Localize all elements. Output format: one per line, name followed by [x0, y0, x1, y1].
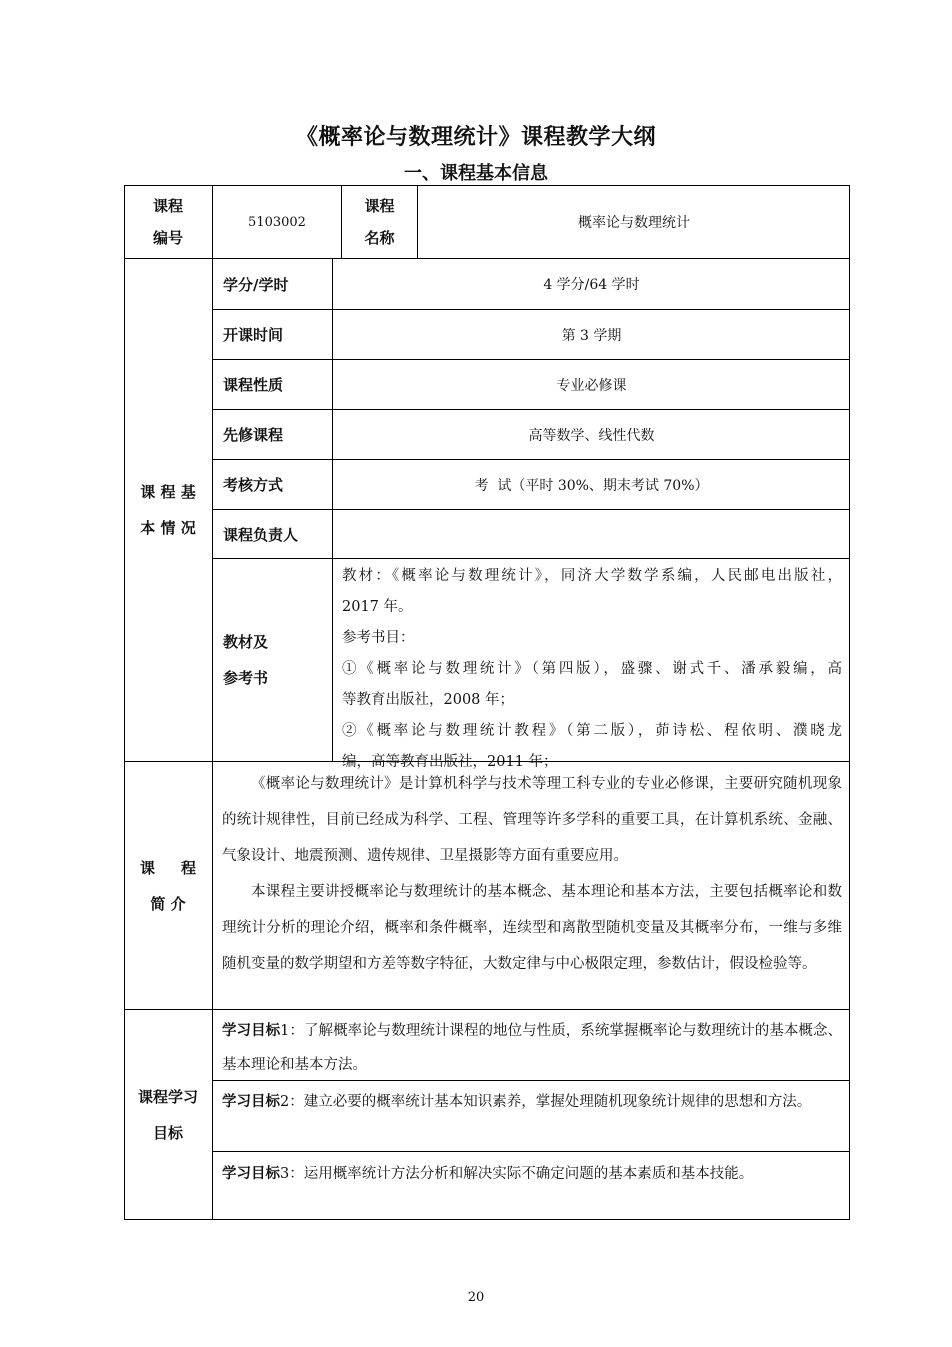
- basic-info-group-label: 课 程 基 本 情 况: [140, 483, 196, 537]
- intro-paragraph: 本课程主要讲授概率论与数理统计的基本概念、基本理论和基本方法，主要包括概率论和数理统计分析的理论介绍，概率和条件概率，连续型和离散型随机变量及其概率分布，一维与多维随机变量的数学期望和方差等数字特征，大数定律与中心极限定理，参数估计，假设检验等。: [222, 884, 842, 972]
- course-leader-label: 课程负责人: [223, 525, 299, 544]
- textbook-line: ②《概率论与数理统计教程》（第二版），茆诗松、程依明、濮晓龙: [342, 723, 842, 739]
- learning-goals-label: 课程学习 目标: [137, 1088, 198, 1142]
- textbook-line: 教材：《概率论与数理统计》，同济大学数学系编，人民邮电出版社，: [342, 568, 842, 584]
- learning-goal-3: 学习目标3：运用概率统计方法分析和解决实际不确定问题的基本素质和基本技能。: [222, 1165, 754, 1182]
- intro-paragraph: 《概率论与数理统计》是计算机科学与技术等理工科专业的专业必修课，主要研究随机现象的统计规律性，目前已经成为科学、工程、管理等许多学科的重要工具，在计算机系统、金融、气象设计、地震预测、遗传规律、卫星摄影等方面有重要应用。: [222, 776, 842, 864]
- textbook-line: 编，高等教育出版社，2011 年；: [342, 754, 558, 770]
- prerequisites-label: 先修课程: [223, 426, 284, 444]
- semester-label: 开课时间: [223, 326, 284, 344]
- document-title: 《概率论与数理统计》课程教学大纲: [295, 124, 656, 150]
- course-type-label: 课程性质: [223, 376, 284, 394]
- semester-value: 第 3 学期: [561, 327, 622, 344]
- course-code-value: 5103002: [248, 214, 306, 230]
- course-leader-value: [333, 510, 850, 558]
- textbook-line: 参考书目：: [342, 630, 415, 646]
- textbook-line: 等教育出版社，2008 年；: [342, 692, 515, 708]
- section-heading: 一、课程基本信息: [404, 163, 548, 184]
- course-intro-content: [222, 766, 842, 982]
- textbook-label: 教材及 参考书: [223, 633, 269, 687]
- textbook-line: 2017 年。: [342, 599, 413, 615]
- page-number: 20: [467, 1290, 485, 1305]
- course-name-value: 概率论与数理统计: [578, 215, 690, 231]
- credit-hours-label: 学分/学时: [223, 275, 289, 294]
- course-intro-label: 课 程 简 介: [139, 858, 197, 913]
- prerequisites-value: 高等数学、线性代数: [528, 427, 655, 444]
- course-code-label: 课程 编号: [152, 197, 183, 247]
- learning-goal-2: 学习目标2：建立必要的概率统计基本知识素养，掌握处理随机现象统计规律的思想和方法。: [222, 1093, 812, 1110]
- textbook-content: [342, 561, 842, 778]
- course-name-label: 课程 名称: [364, 197, 395, 247]
- assessment-label: 考核方式: [223, 476, 284, 494]
- credit-hours-value: 4 学分/64 学时: [543, 277, 640, 293]
- course-type-value: 专业必修课: [556, 377, 627, 394]
- textbook-line: ①《概率论与数理统计》（第四版），盛骤、谢式千、潘承毅编，高: [342, 661, 842, 677]
- learning-goal-1: 学习目标1：了解概率论与数理统计课程的地位与性质，系统掌握概率论与数理统计的基本概念、基本理论和基本方法。: [222, 1022, 842, 1073]
- assessment-value: 考 试（平时 30%、期末考试 70%）: [474, 477, 709, 494]
